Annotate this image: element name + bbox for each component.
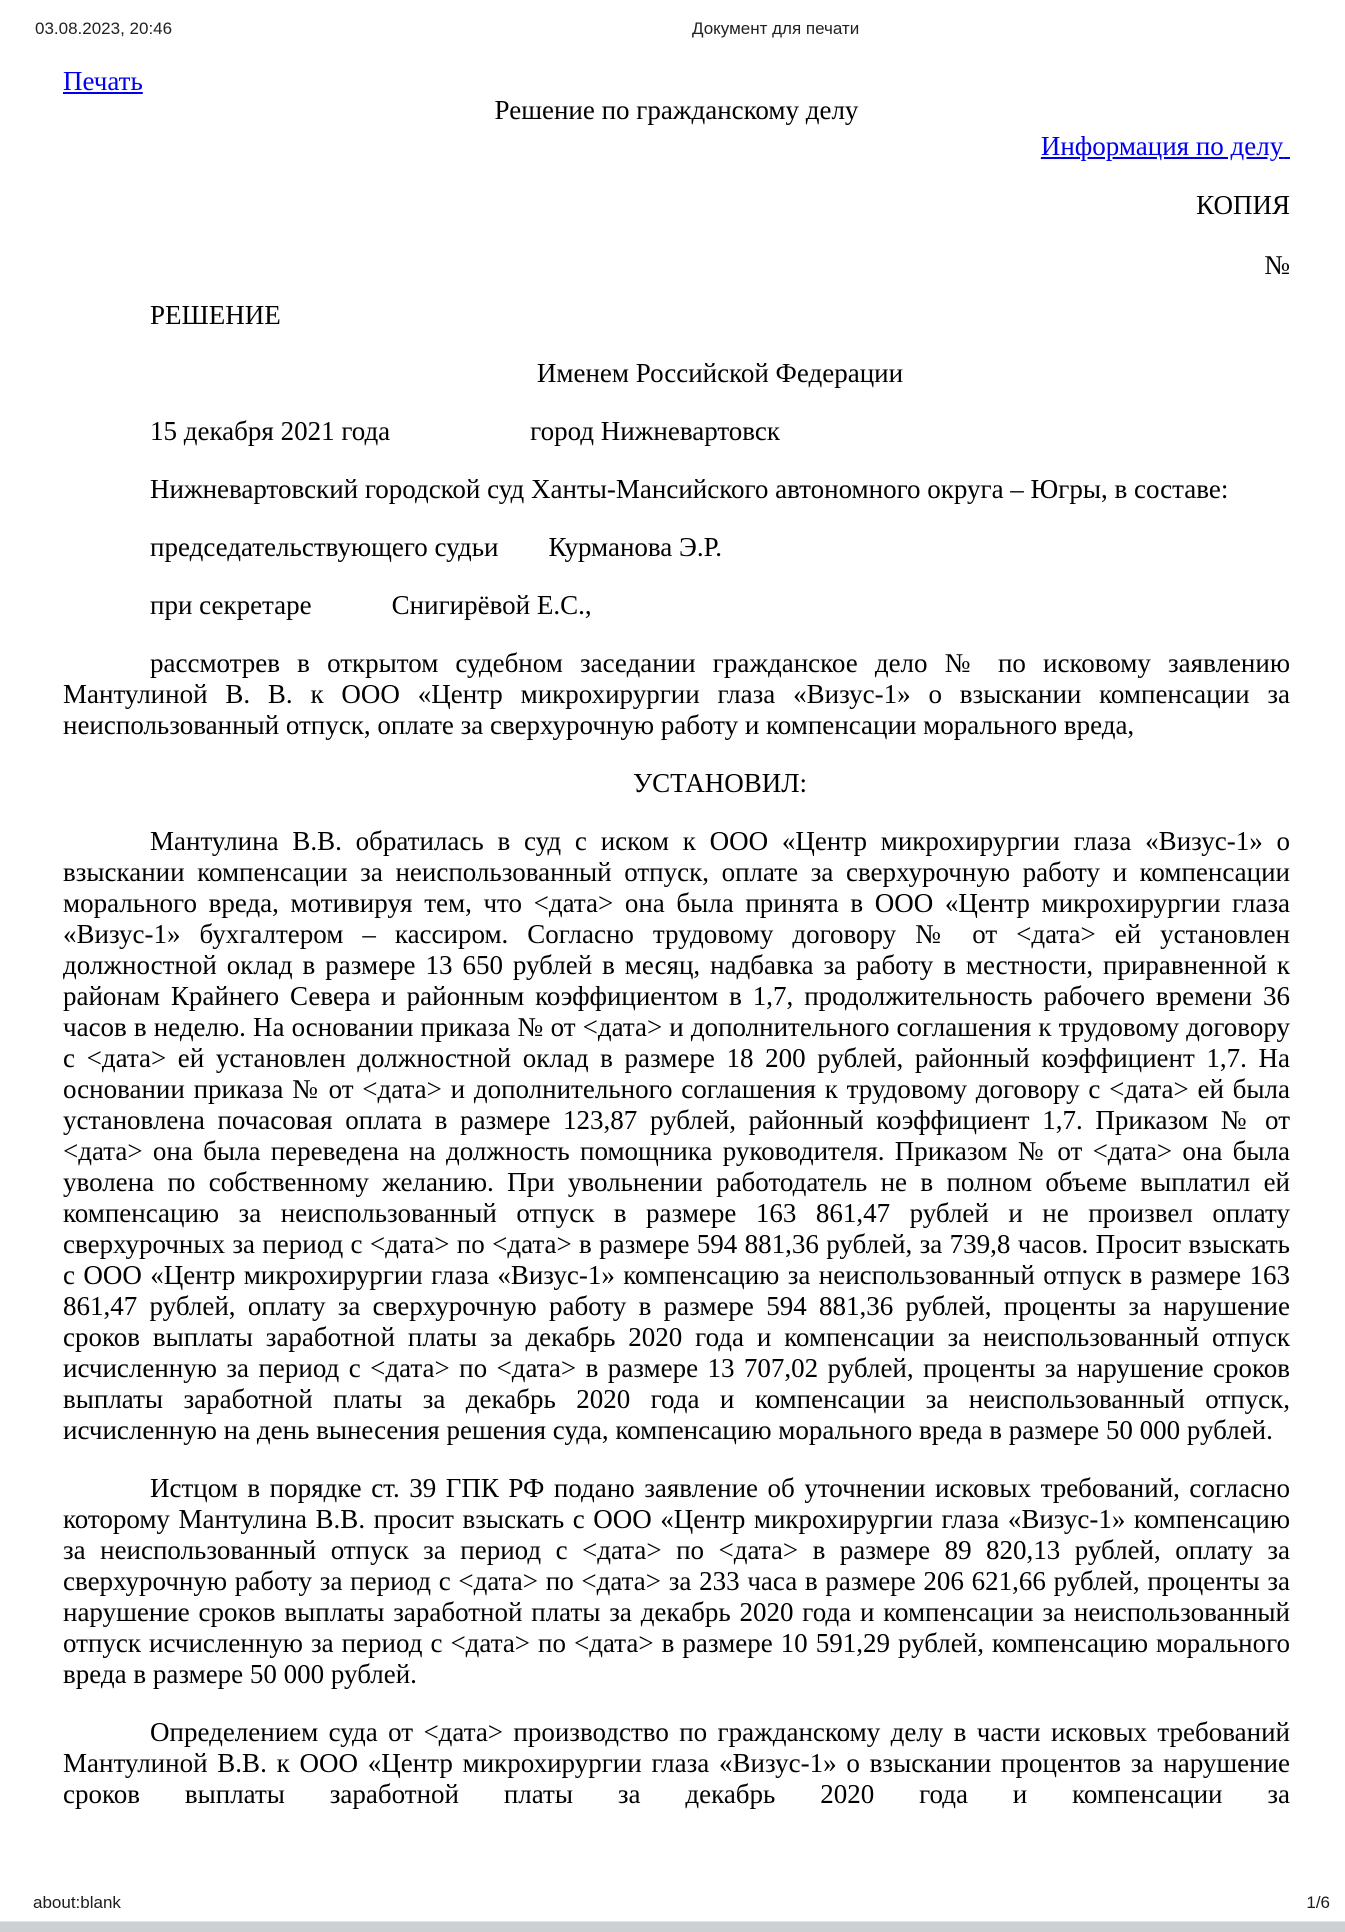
decision-date: 15 декабря 2021 года [150, 416, 391, 446]
case-number-label: № [1264, 250, 1290, 280]
decision-heading: РЕШЕНИЕ [150, 300, 281, 330]
judge-name: Курманова Э.Р. [548, 532, 722, 562]
secretary-role: при секретаре [150, 590, 312, 620]
bottom-bar [0, 1921, 1345, 1932]
date-city-line [63, 416, 1290, 447]
court-line: Нижневартовский городской суд Ханты-Мансийского автономного округа – Югры, в составе: [150, 474, 1229, 504]
print-link[interactable]: Печать [63, 66, 143, 96]
decision-city: город Нижневартовск [530, 416, 780, 446]
judge-role: председательствующего судьи [150, 532, 499, 562]
judge-line [63, 532, 1290, 563]
print-doc-title: Документ для печати [692, 19, 860, 38]
copy-stamp: КОПИЯ [1196, 190, 1290, 220]
document-body [63, 273, 1290, 1837]
in-the-name-line: Именем Российской Федерации [536, 358, 904, 388]
print-header [0, 19, 1345, 41]
established-heading: УСТАНОВИЛ: [632, 768, 808, 798]
page-title: Решение по гражданскому делу [494, 95, 859, 125]
case-info-link[interactable]: Информация по делу [1040, 131, 1284, 161]
print-timestamp: 03.08.2023, 20:46 [35, 19, 173, 38]
secretary-line [63, 590, 1290, 621]
secretary-name: Снигирёвой Е.С., [391, 590, 592, 620]
paragraph-clarified-claims: Истцом в порядке ст. 39 ГПК РФ подано заявление об уточнении исковых требований, согласно которому Мантулина В.В. просит взыскать с ООО «Центр микрохирургии глаза «Визус-1» компенсацию за неиспользованный отпуск за период с <дата> по <дата> в размере 89 820,13 рублей, оплату за сверхурочную работу за период с <дата> по <дата> за 233 часа в размере 206 621,66 рублей, проценты за нарушение сроков выплаты заработной платы за декабрь 2020 года и компенсации за неиспользованный отпуск исчисленную за период с <дата> по <дата> в размере 10 591,29 рублей, компенсацию морального вреда в размере 50 000 рублей. [63, 1473, 1290, 1689]
footer-page-indicator: 1/6 [1306, 1893, 1330, 1912]
paragraph-court-ruling: Определением суда от <дата> производство по гражданскому делу в части исковых требований Мантулиной В.В. к ООО «Центр микрохирургии глаза «Визус-1» о взыскании процентов за нарушение сроков выплаты заработной платы за декабрь 2020 года и компенсации за [63, 1717, 1290, 1809]
considered-paragraph: рассмотрев в открытом судебном заседании гражданское дело № по исковому заявлению Мантулиной В. В. к ООО «Центр микрохирургии глаза «Визус-1» о взыскании компенсации за неиспользованный отпуск, оплате за сверхурочную работу и компенсации морального вреда, [63, 648, 1290, 740]
footer-url: about:blank [33, 1893, 121, 1912]
paragraph-claim: Мантулина В.В. обратилась в суд с иском к ООО «Центр микрохирургии глаза «Визус-1» о взыскании компенсации за неиспользованный отпуск, оплате за сверхурочную работу и компенсации морального вреда, мотивируя тем, что <дата> она была принята в ООО «Центр микрохирургии глаза «Визус-1» бухгалтером – кассиром. Согласно трудовому договору № от <дата> ей установлен должностной оклад в размере 13 650 рублей в месяц, надбавка за работу в местности, приравненной к районам Крайнего Севера и районным коэффициентом в 1,7, продолжительность рабочего времени 36 часов в неделю. На основании приказа № от <дата> и дополнительного соглашения к трудовому договору с <дата> ей установлен должностной оклад в размере 18 200 рублей, районный коэффициент 1,7. На основании приказа № от <дата> и дополнительного соглашения к трудовому договору с <дата> ей была установлена почасовая оплата в размере 123,87 рублей, районный коэффициент 1,7. Приказом № от <дата> она была переведена на должность помощника руководителя. Приказом № от <дата> она была уволена по собственному желанию. При увольнении работодатель не в полном объеме выплатил ей компенсацию за неиспользованный отпуск в размере 163 861,47 рублей и не произвел оплату сверхурочных за период с <дата> по <дата> в размере 594 881,36 рублей, за 739,8 часов. Просит взыскать с ООО «Центр микрохирургии глаза «Визус-1» компенсацию за неиспользованный отпуск в размере 163 861,47 рублей, оплату за сверхурочную работу в размере 594 881,36 рублей, проценты за нарушение сроков выплаты заработной платы за декабрь 2020 года и компенсации за неиспользованный отпуск исчисленную за период с <дата> по <дата> в размере 13 707,02 рублей, проценты за нарушение сроков выплаты заработной платы за декабрь 2020 года и компенсации за неиспользованный отпуск, исчисленную на день вынесения решения суда, компенсацию морального вреда в размере 50 000 рублей. [63, 826, 1290, 1445]
